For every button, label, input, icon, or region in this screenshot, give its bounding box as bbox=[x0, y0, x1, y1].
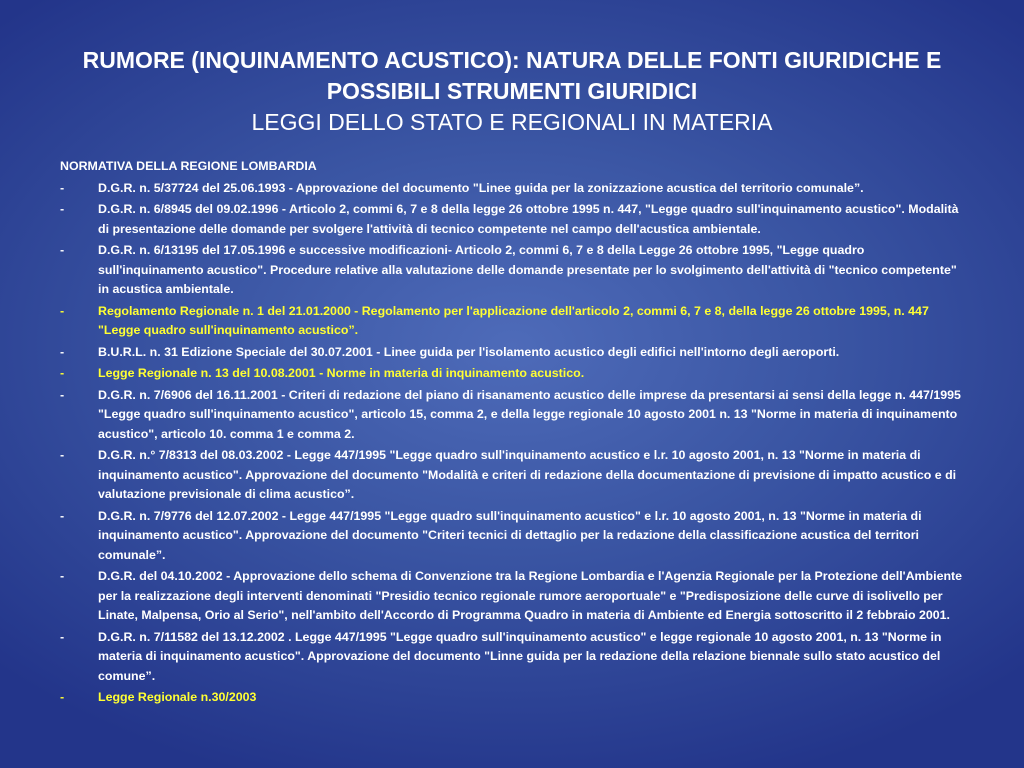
list-item-text: D.G.R. n. 6/13195 del 17.05.1996 e successive modificazioni- Articolo 2, commi 6, 7 e 8 della Legge 26 ottobre 1995, "Legge quadro sull'inquinamento acustico". Procedure relative alla valutazione delle domande presentate per lo svolgimento dell'attività di "tecnico competente" in acustica ambientale. bbox=[98, 243, 957, 296]
list-item bbox=[60, 567, 965, 626]
list-bullet: - bbox=[60, 344, 65, 359]
list-bullet: - bbox=[60, 180, 65, 195]
list-item-text: D.G.R. n. 7/6906 del 16.11.2001 - Criteri di redazione del piano di risanamento acustico delle imprese da presentarsi ai sensi della legge n. 447/1995 "Legge quadro sull'inquinamento acustico", articolo 15, comma 2, e della legge regionale 10 agosto 2001 n. 13 "Norme in materia di inquinamento acustico", articolo 10. comma 1 e comma 2. bbox=[98, 387, 961, 441]
list-item bbox=[60, 446, 965, 505]
slide-subtitle: LEGGI DELLO STATO E REGIONALI IN MATERIA bbox=[251, 109, 773, 135]
list-item bbox=[60, 200, 965, 239]
list-item-text: D.G.R. n. 6/8945 del 09.02.1996 - Articolo 2, commi 6, 7 e 8 della legge 26 ottobre 1995 n. 447, "Legge quadro sull'inquinamento acustico". Modalità di presentazione delle domande per svolgere l'attività di tecnico competente nel campo dell'acustica ambientale. bbox=[98, 202, 959, 236]
list-bullet: - bbox=[60, 243, 65, 257]
list-item bbox=[60, 343, 965, 363]
list-bullet: - bbox=[60, 366, 65, 380]
list-bullet: - bbox=[60, 202, 65, 216]
list-item bbox=[60, 628, 965, 687]
list-item bbox=[60, 688, 965, 708]
list-item-text: D.G.R. del 04.10.2002 - Approvazione dello schema di Convenzione tra la Regione Lombardia e l'Agenzia Regionale per la Protezione dell'Ambiente per la realizzazione degli interventi denominati "Presidio tecnico regionale rumore aeroportuale" e "Predisposizione delle curve di isolivello per Linate, Malpensa, Orio al Serio", nell'ambito dell'Accordo di Programma Quadro in materia di Ambiente ed Energia sottoscritto il 2 febbraio 2001. bbox=[98, 569, 963, 622]
list-item-text: D.G.R. n. 7/9776 del 12.07.2002 - Legge 447/1995 "Legge quadro sull'inquinamento acustico" e l.r. 10 agosto 2001, n. 13 "Norme in materia di inquinamento acustico". Approvazione del documento "Criteri tecnici di dettaglio per la redazione della classificazione acustica del territori comunale”. bbox=[98, 508, 922, 562]
list-bullet: - bbox=[60, 690, 65, 704]
list-item-text: Regolamento Regionale n. 1 del 21.01.2000 - Regolamento per l'applicazione dell'articolo 2, commi 6, 7 e 8, della legge 26 ottobre 1995, n. 447 "Legge quadro sull'inquinamento acustico”. bbox=[98, 303, 929, 337]
list-item bbox=[60, 302, 965, 341]
list-item-text: B.U.R.L. n. 31 Edizione Speciale del 30.07.2001 - Linee guida per l'isolamento acustico degli edifici nell'intorno degli aeroporti. bbox=[98, 344, 840, 359]
slide-title bbox=[40, 45, 984, 138]
section-heading: NORMATIVA DELLA REGIONE LOMBARDIA bbox=[60, 159, 317, 173]
list-item-text: D.G.R. n. 5/37724 del 25.06.1993 - Approvazione del documento "Linee guida per la zonizzazione acustica del territorio comunale”. bbox=[98, 180, 864, 195]
list-item-text: Legge Regionale n.30/2003 bbox=[98, 690, 257, 704]
regulation-list bbox=[60, 179, 965, 708]
title-line-2: POSSIBILI STRUMENTI GIURIDICI bbox=[326, 78, 698, 104]
list-bullet: - bbox=[60, 508, 65, 523]
list-bullet: - bbox=[60, 629, 65, 644]
list-bullet: - bbox=[60, 387, 65, 402]
list-item bbox=[60, 179, 965, 199]
list-item-text: Legge Regionale n. 13 del 10.08.2001 - Norme in materia di inquinamento acustico. bbox=[98, 366, 585, 380]
list-item bbox=[60, 507, 965, 566]
list-item-text: D.G.R. n. 7/11582 del 13.12.2002 . Legge 447/1995 "Legge quadro sull'inquinamento acustico" e legge regionale 10 agosto 2001, n. 13 "Norme in materia di inquinamento acustico". Approvazione del documento "Linne guida per la redazione della relazione biennale sullo stato acustico del comune”. bbox=[98, 629, 942, 683]
list-bullet: - bbox=[60, 303, 65, 318]
content-body bbox=[60, 157, 965, 708]
list-item bbox=[60, 364, 965, 384]
list-item bbox=[60, 386, 965, 445]
list-item-text: D.G.R. n.° 7/8313 del 08.03.2002 - Legge 447/1995 "Legge quadro sull'inquinamento acustico e l.r. 10 agosto 2001, n. 13 "Norme in materia di inquinamento acustico". Approvazione del documento "Modalità e criteri di redazione della documentazione di previsione di impatto acustico e di valutazione previsionale di clima acustico”. bbox=[98, 448, 957, 501]
list-item bbox=[60, 241, 965, 300]
list-bullet: - bbox=[60, 448, 65, 462]
list-bullet: - bbox=[60, 569, 65, 583]
title-line-1: RUMORE (INQUINAMENTO ACUSTICO): NATURA DELLE FONTI GIURIDICHE E bbox=[82, 47, 942, 73]
